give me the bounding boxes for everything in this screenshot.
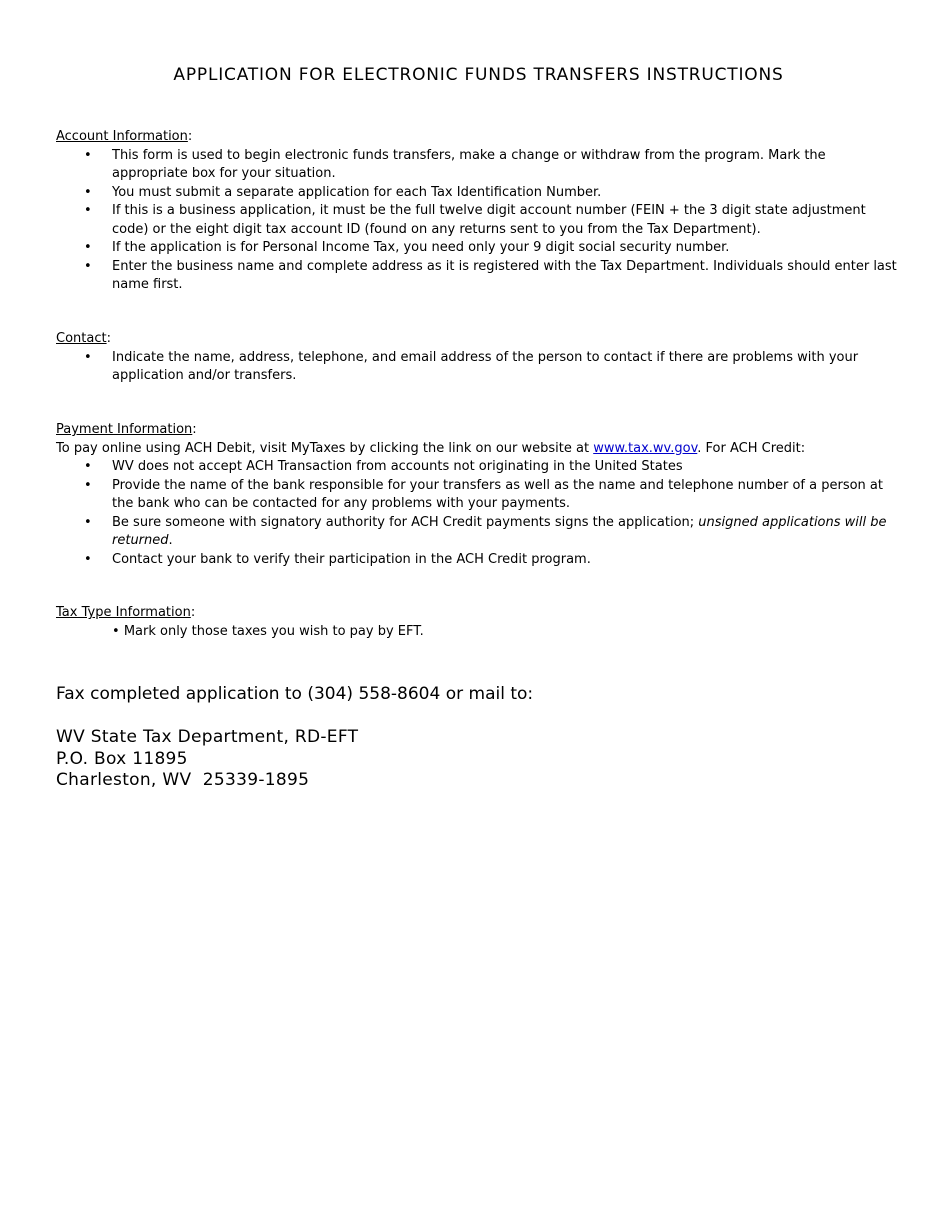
list-item: • Enter the business name and complete address as it is registered with the Tax Department. Individuals should enter last name first. bbox=[112, 258, 901, 295]
account-information-list bbox=[56, 147, 901, 295]
payment-information-list bbox=[56, 458, 901, 569]
list-item: • Indicate the name, address, telephone, and email address of the person to contact if there are problems with your application and/or transfers. bbox=[112, 349, 901, 386]
contact-list bbox=[56, 349, 901, 386]
payment-information-heading: Payment Information: bbox=[56, 422, 197, 437]
bullet-glyph: • bbox=[112, 623, 120, 639]
list-item: • WV does not accept ACH Transaction from accounts not originating in the United States bbox=[112, 458, 901, 477]
address-line-2: P.O. Box 11895 bbox=[56, 748, 188, 769]
list-item: • If this is a business application, it must be the full twelve digit account number (FEIN + the 3 digit state adjustment code) or the eight digit tax account ID (found on any returns sent to you from the Tax Department). bbox=[112, 202, 901, 239]
account-information-section bbox=[56, 128, 901, 295]
list-item: • You must submit a separate application for each Tax Identification Number. bbox=[112, 184, 901, 203]
list-item: • Contact your bank to verify their participation in the ACH Credit program. bbox=[112, 551, 901, 570]
list-item: • Be sure someone with signatory authority for ACH Credit payments signs the application; unsigned applications will be returned. bbox=[112, 514, 901, 551]
payment-information-section bbox=[56, 421, 901, 569]
list-item: • This form is used to begin electronic funds transfers, make a change or withdraw from the program. Mark the appropriate box for your situation. bbox=[112, 147, 901, 184]
tax-website-link[interactable]: www.tax.wv.gov bbox=[593, 440, 698, 456]
list-item: • If the application is for Personal Income Tax, you need only your 9 digit social security number. bbox=[112, 239, 901, 258]
page-title: APPLICATION FOR ELECTRONIC FUNDS TRANSFERS INSTRUCTIONS bbox=[173, 65, 784, 85]
address-line-3: Charleston, WV 25339-1895 bbox=[56, 770, 310, 790]
contact-heading: Contact: bbox=[56, 331, 111, 346]
tax-type-section bbox=[56, 604, 901, 641]
list-item: • Mark only those taxes you wish to pay by EFT. bbox=[112, 623, 424, 639]
list-item: • Provide the name of the bank responsible for your transfers as well as the name and telephone number of a person at the bank who can be contacted for any problems with your payments. bbox=[112, 477, 901, 514]
account-information-heading: Account Information: bbox=[56, 129, 193, 144]
mailing-address bbox=[56, 727, 358, 792]
fax-instruction: Fax completed application to (304) 558-8604 or mail to: bbox=[56, 684, 534, 704]
contact-section bbox=[56, 330, 901, 386]
payment-intro: To pay online using ACH Debit, visit MyTaxes by clicking the link on our website at www.tax.wv.gov. For ACH Credit: bbox=[56, 440, 806, 456]
tax-type-heading: Tax Type Information: bbox=[56, 605, 196, 620]
address-line-1: WV State Tax Department, RD-EFT bbox=[56, 727, 359, 747]
